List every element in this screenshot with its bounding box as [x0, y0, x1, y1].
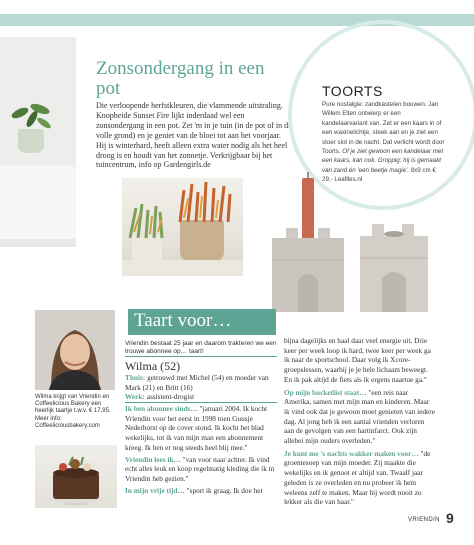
profile-facts: Thuis: getrouwd met Michel (54) en moeder van Mark (21) en Britt (16) Werk: assistent-drogist	[125, 373, 269, 402]
qa-item: Ik ben abonnee sinds… "januari 2004. Ik kocht Vriendin voor het eerst in 1998 toen Guusje Nederhorst op de cover stond. Ik kocht het blad wekelijks, tot ik van mijn man een abonnement kreeg. Ik ben er nog steeds heel blij mee."	[125, 404, 268, 452]
wilma-portrait-photo	[35, 310, 115, 390]
qa-item: In mijn vrije tijd… "sport ik graag. Ik doe het	[125, 485, 263, 495]
qa-item: Op mijn bucketlist staat… "een reis naar Amerika, samen met mijn man en kinderen. Maar ik vind ook dat je gewoon moet genieten van iedere dag. Al jong heb ik een aantal vrienden verloren aan de gevolgen van een hartinfarct. Ook zijn allebei mijn ouders overleden."	[284, 387, 435, 446]
section-title: Taart voor…	[134, 310, 232, 331]
article-title: Zonsondergang in een pot	[96, 58, 265, 99]
heather-pot-photo	[122, 178, 243, 276]
qa-item: Vriendin lees ik… "van voor naar achter. Ik vind echt alles leuk en koop regelmatig kleding die ik in Vriendin heb gezien."	[125, 454, 275, 483]
sandcastle-candleholder-photo	[268, 168, 446, 316]
interview-column-right	[284, 336, 436, 510]
profile-name: Wilma (52)	[125, 359, 181, 373]
living-room-photo	[0, 37, 76, 247]
qa-continuation: bijna dagelijks en haal daar veel energie uit. Drie keer per week loop ik hard, twee keer per week ga ik naar de sportschool. Daar volg ik Xcore-groepslessen, waarbij je je hele lichaam beweegt. En ik pak altijd de fiets als ik ergens naartoe ga."	[284, 336, 431, 384]
photo-caption: Wilma krijgt van Vriendin en Coffeelicious Bakery een heerlijk taartje t.w.v. € 17,95. Meer info: Coffeeliciousbakery.com	[35, 394, 111, 429]
qa-item: Je kunt me 's nachts wakker maken voor… "de groentesoep van mijn moeder. Zij maakte die wekelijks en ik genoot er altijd van. Twaalf jaar geleden is ze overleden en nu probeer ik hem weleens zelf te maken. Maar hij wordt nooit zo lekker als die van haar."	[284, 448, 431, 507]
toorts-title: TOORTS	[322, 83, 383, 99]
section-title-bar	[128, 309, 276, 335]
page-number: 9	[446, 510, 454, 526]
toorts-description: Pure nostalgie: zandkastelen bouwen. Jan Willem Elten ontwierp er een kandelaarvariant van. Zet er een kaars in of een waxinelichtje, steek aan en je ziet een stoer slot in de nacht. Dat verlicht wordt door Toorts. Of je ziet gewoon een kandelaar met een kaars, kan ook. Groppig: hij is gemaakt van zand én 'een beetje magie'. 8x9 cm € 29,- Leaflles.nl	[322, 101, 445, 184]
intro-lead: Vriendin bestaat 25 jaar en daarom trakteren we een trouwe abonnee op… taart!	[125, 340, 277, 356]
cake-photo	[35, 445, 117, 508]
magazine-name: VRIENDIN	[408, 517, 440, 523]
divider	[125, 356, 277, 357]
divider	[125, 402, 277, 403]
interview-column-left	[125, 404, 277, 497]
article-body: Die verloopende herfstkleuren, die vlammende uitstraling. Knopheide Sunset Fire lijkt inderdaad wel een zonsondergang in een pot. Zet 'm in je tuin (in de pot of in de volle grond) en je geniet van de bloei tot aan het voorjaar. Hij is winterhard, heeft alleen extra water nodig als het heel droog is en houdt van het zonnetje. Verkrijgbaar bij het tuincentrum, info op Gardengirls.de	[96, 101, 292, 170]
